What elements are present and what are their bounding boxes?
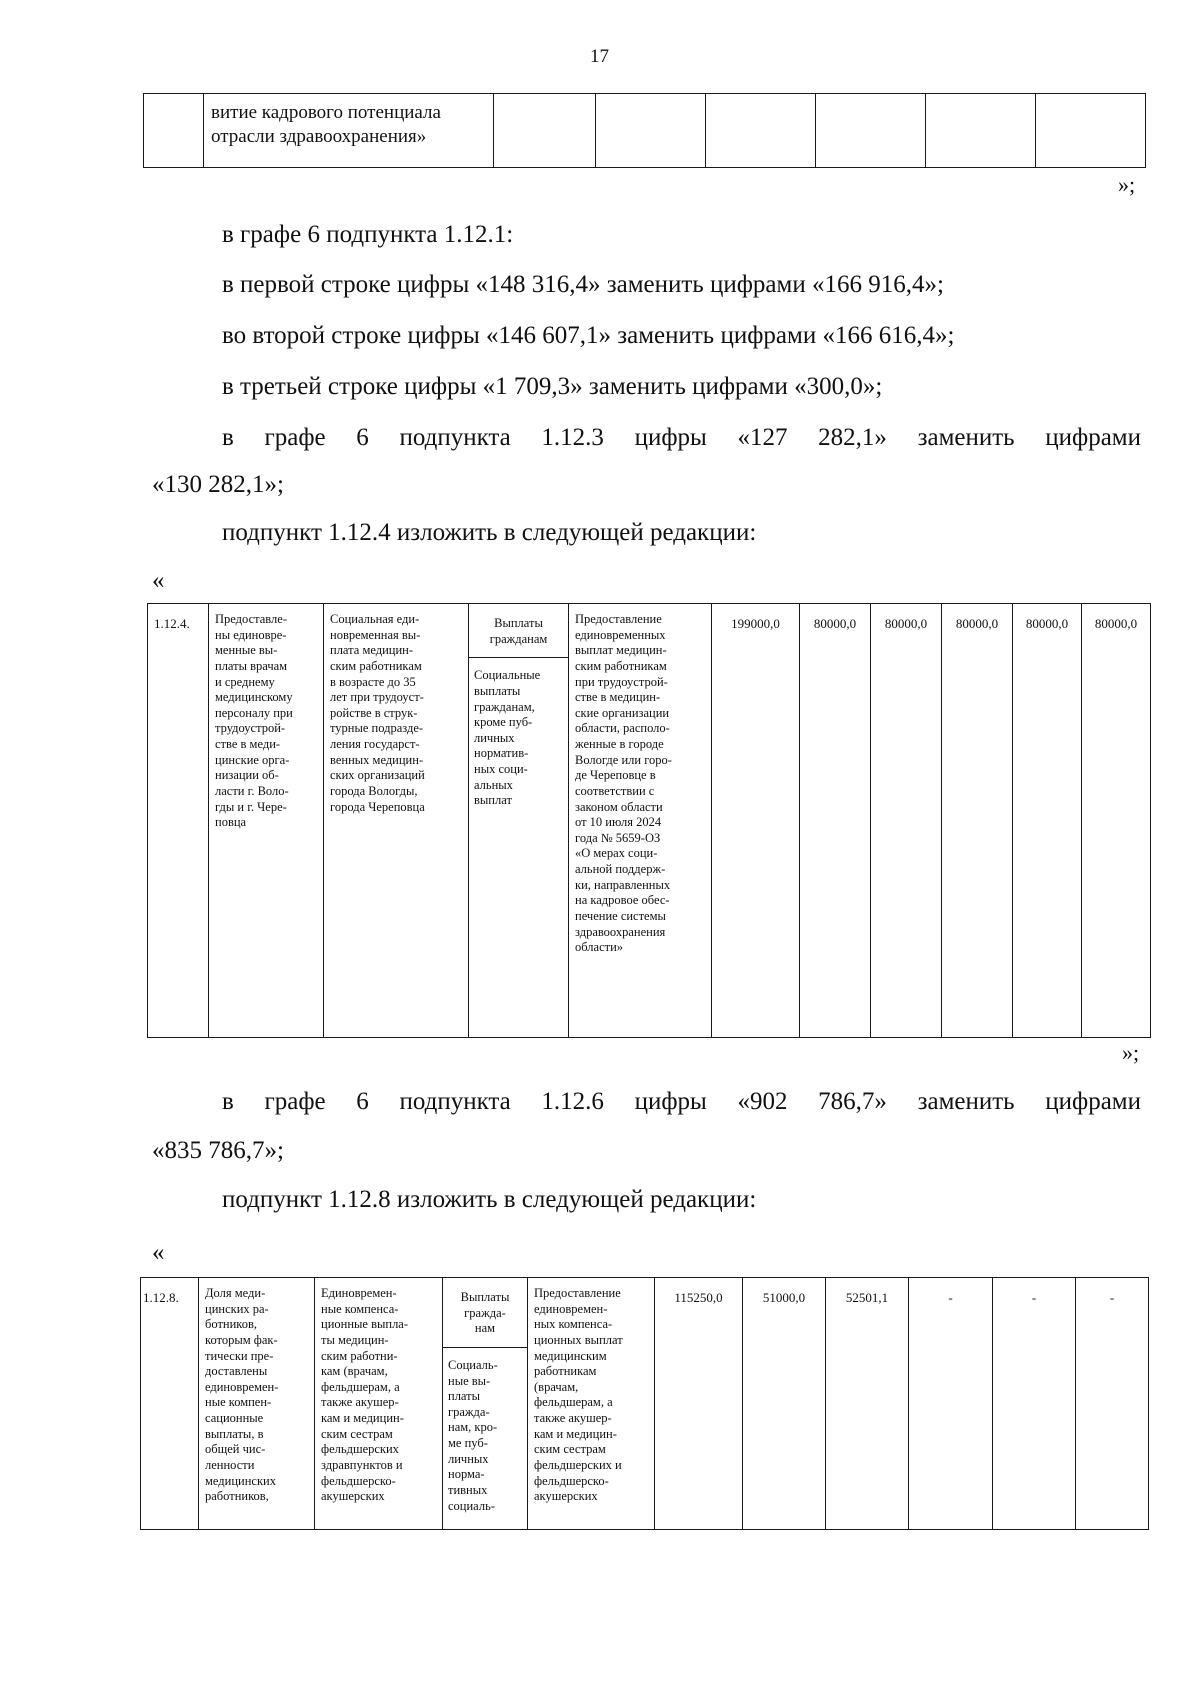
continuation-text-line: витие кадрового потенциала [211,102,441,123]
paragraph: «835 786,7»; [152,1137,284,1164]
open-quote: « [152,1239,165,1266]
closing-quote: »; [1122,1040,1140,1065]
value-cell: - [993,1278,1076,1530]
table-row [141,1278,1149,1530]
value-cell: 80000,0 [942,604,1013,1038]
empty-cell [596,94,706,168]
payment-type-top: Выплаты гражданам [469,604,568,658]
value-cell: 51000,0 [743,1278,826,1530]
payment-type-cell [443,1278,528,1530]
closing-quote: »; [1118,172,1136,197]
open-quote: « [152,567,165,594]
row-code: 1.12.4. [148,604,209,1038]
description-text: Предоставление единовремен- ных компенса- ционных выплат медицинским работникам (врачам, фельдшерам, а также акушер- кам и медицин- ским сестрам фельдшерских и фельдшерско- акушерских [534,1286,623,1504]
value-cell: 80000,0 [1013,604,1082,1038]
value-cell: 80000,0 [800,604,871,1038]
row-name: Доля меди- цинских ра- ботников, которым фак- тически пре- доставлены единовремен- ные компен- сационные выплаты, в общей чис- ленности медицинских работников, [205,1286,279,1504]
description-cell [528,1278,655,1530]
row-name: Предоставле- ны единовре- менные вы- платы врачам и среднему медицинскому персоналу при трудоустрой- стве в меди- цинские орга- низации об- ласти г. Воло- гды и г. Чере- повца [215,612,293,830]
paragraph: в первой строке цифры «148 316,4» заменить цифрами «166 916,4»; [222,271,944,298]
payment-type-bottom: Социальные выплаты гражданам, кроме пуб- личных норматив- ных соци- альных выплат [474,668,541,808]
page-number: 17 [590,46,609,67]
paragraph: в графе 6 подпункта 1.12.1: [222,221,514,248]
measure-text: Социальная еди- новременная вы- плата медицин- ским работникам в возрасте до 35 лет при трудоуст- ройстве в струк- турные подразде- ления государст- венных медицин- ских организаций города Вологды, города Череповца [330,612,425,814]
value-cell: 80000,0 [1082,604,1151,1038]
paragraph: в графе 6 подпункта 1.12.3 цифры «127 282,1» заменить цифрами [222,424,1141,451]
measure-cell [324,604,469,1038]
row-name-cell [209,604,324,1038]
table-1-12-4 [147,603,1151,1038]
row-code: 1.12.8. [141,1278,199,1530]
continuation-text-line: отрасли здравоохранения» [211,125,427,147]
payment-type-cell [469,604,569,1038]
description-cell [569,604,712,1038]
value-cell: 80000,0 [871,604,942,1038]
paragraph: в графе 6 подпункта 1.12.6 цифры «902 786,7» заменить цифрами [222,1088,1141,1115]
continuation-table [143,93,1146,168]
paragraph: в третьей строке цифры «1 709,3» заменить цифрами «300,0»; [222,373,883,400]
value-cell: 115250,0 [655,1278,743,1530]
value-cell: 199000,0 [712,604,800,1038]
paragraph: во второй строке цифры «146 607,1» заменить цифрами «166 616,4»; [222,322,955,349]
empty-cell [706,94,816,168]
payment-type-top: Выплаты гражда- нам [443,1278,527,1348]
empty-cell [816,94,926,168]
measure-text: Единовремен- ные компенса- ционные выпла- ты медицин- ским работни- кам (врачам, фельдшерам, а также акушер- кам и медицин- ским сестрам фельдшерских здравпунктов и фельдшерско- акушерских [321,1286,409,1504]
empty-cell [144,94,204,168]
description-text: Предоставление единовременных выплат медицин- ским работникам при трудоустрой- стве в медицин- ские организации области, располо- женные в городе Вологде или горо- де Череповце в соответствии с законом области от 10 июля 2024 года № 5659-ОЗ «О мерах соци- альной поддерж- ки, направленных на кадровое обес- печение системы здравоохранения области» [575,612,672,955]
row-name-cell [199,1278,315,1530]
payment-type-bottom: Социаль- ные вы- платы гражда- нам, кро- ме пуб- личных норма- тивных социаль- [448,1357,498,1513]
empty-cell [494,94,596,168]
table-row [148,604,1151,1038]
empty-cell [926,94,1036,168]
paragraph: подпункт 1.12.8 изложить в следующей редакции: [222,1186,757,1213]
table-1-12-8 [140,1277,1149,1530]
continuation-text-cell [204,94,494,168]
value-cell: 52501,1 [826,1278,909,1530]
paragraph: подпункт 1.12.4 изложить в следующей редакции: [222,519,757,546]
measure-cell [315,1278,443,1530]
paragraph: «130 282,1»; [152,471,284,498]
value-cell: - [909,1278,993,1530]
value-cell: - [1076,1278,1149,1530]
empty-cell [1036,94,1146,168]
